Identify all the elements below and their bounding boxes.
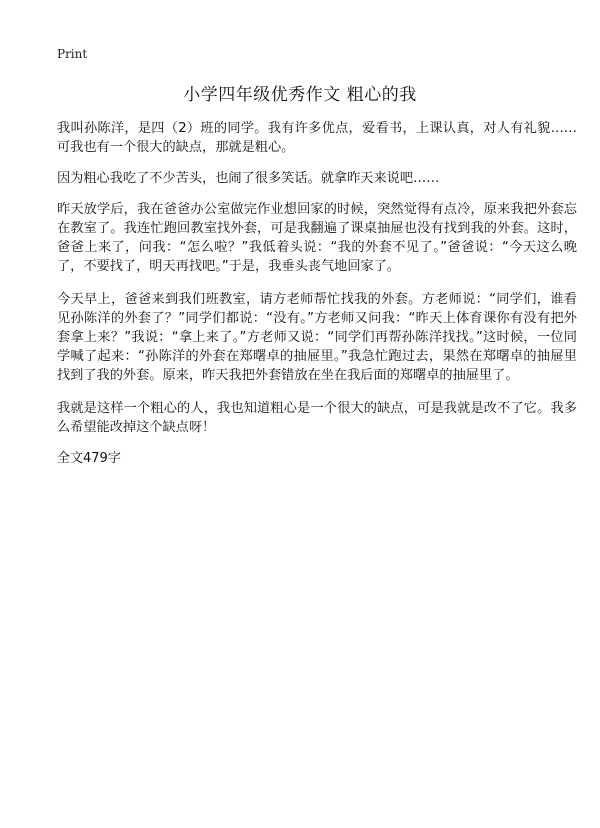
article-paragraph-2: 因为粗心我吃了不少苦头，也闹了很多笑话。就拿昨天来说吧…… xyxy=(57,171,440,186)
article-body xyxy=(57,119,577,468)
article-paragraph-4: 今天早上，爸爸来到我们班教室，请方老师帮忙找我的外套。方老师说：“同学们，谁看见孙陈洋的外套了？”同学们都说：“没有。”方老师又问我：“昨天上体育课你有没有把外套拿上来？”我说：“拿上来了。”方老师又说：“同学们再帮孙陈洋找找。”这时候，一位同学喊了起来：“孙陈洋的外套在郑曙卓的抽屉里。”我急忙跑过去，果然在郑曙卓的抽屉里找到了我的外套。原来，昨天我把外套错放在坐在我后面的郑曙卓的抽屉里了。 xyxy=(57,292,577,383)
print-link[interactable]: Print xyxy=(57,47,88,61)
article-paragraph-5: 我就是这样一个粗心的人，我也知道粗心是一个很大的缺点，可是我就是改不了它。我多么希望能改掉这个缺点呀！ xyxy=(57,401,577,435)
article-paragraph-1: 我叫孙陈洋，是四（2）班的同学。我有许多优点，爱看书，上课认真，对人有礼貌……可我也有一个很大的缺点，那就是粗心。 xyxy=(57,121,577,155)
word-count: 全文479字 xyxy=(57,451,121,466)
article-title: 小学四年级优秀作文 粗心的我 xyxy=(183,85,417,105)
article-paragraph-3: 昨天放学后，我在爸爸办公室做完作业想回家的时候，突然觉得有点冷，原来我把外套忘在教室了。我连忙跑回教室找外套，可是我翻遍了课桌抽屉也没有找到我的外套。这时，爸爸上来了，问我：“怎么啦？”我低着头说：“我的外套不见了。”爸爸说：“今天这么晚了，不要找了，明天再找吧。”于是，我垂头丧气地回家了。 xyxy=(57,202,577,274)
